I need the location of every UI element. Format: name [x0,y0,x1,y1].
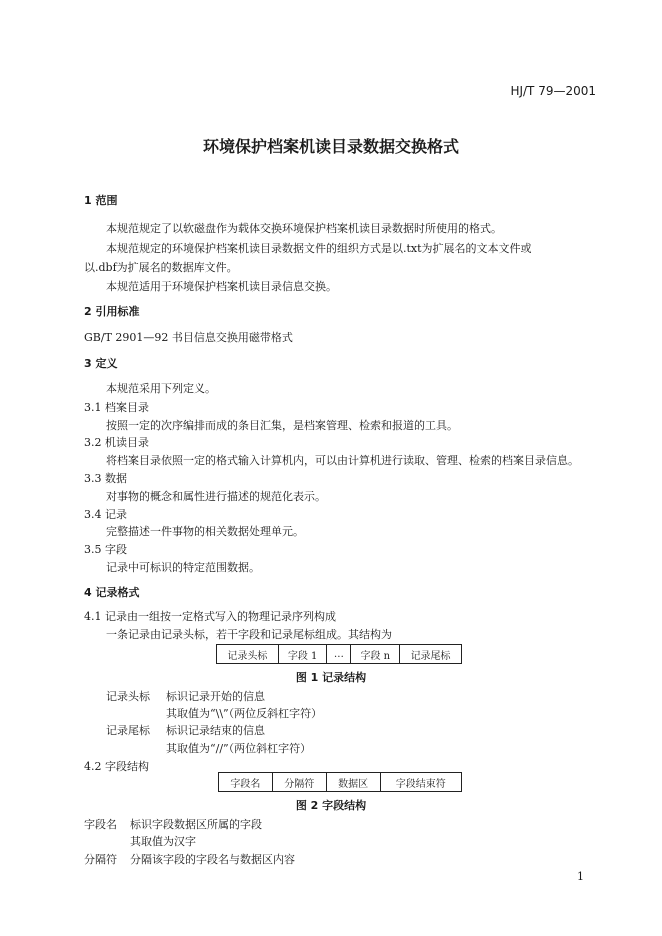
figure-2-caption: 图 2 字段结构 [295,799,367,812]
field-cell-data-area: 数据区 [326,773,380,792]
section-1-para-1: 本规范规定了以软磁盘作为载体交换环境保护档案机读目录数据时所使用的格式。 [106,222,502,235]
figure-1-caption: 图 1 记录结构 [295,671,367,684]
field-cell-terminator: 字段结束符 [380,773,461,792]
section-4-1-line-2: 一条记录由记录头标，若干字段和记录尾标组成。其结构为 [106,628,392,641]
definition-3-1-text: 按照一定的次序编排而成的条目汇集，是档案管理、检索和报道的工具。 [106,419,458,432]
record-cell-trailer: 记录尾标 [400,645,462,664]
field-name-label: 字段名 [84,818,117,831]
record-cell-ellipsis: … [327,645,351,664]
page-number: 1 [577,870,584,883]
reference-standard: GB/T 2901—92 书目信息交换用磁带格式 [84,331,293,344]
separator-label: 分隔符 [84,853,117,866]
definition-3-3-title: 3.3 数据 [84,472,127,485]
definition-3-5-text: 记录中可标识的特定范围数据。 [106,561,260,574]
definition-3-2-title: 3.2 机读目录 [84,436,149,449]
definition-3-2-text: 将档案目录依照一定的格式输入计算机内，可以由计算机进行读取、管理、检索的档案目录信息。 [106,454,579,467]
section-1-para-2a: 本规范规定的环境保护档案机读目录数据文件的组织方式是以.txt为扩展名的文本文件或 [106,242,532,255]
field-name-desc: 标识字段数据区所属的字段 [130,818,262,831]
standard-number: HJ/T 79—2001 [510,84,596,98]
section-4-2-title: 4.2 字段结构 [84,760,149,773]
definition-3-4-title: 3.4 记录 [84,508,127,521]
record-cell-field-1: 字段 1 [278,645,327,664]
record-trailer-desc: 标识记录结束的信息 [166,724,265,737]
section-2-heading: 2 引用标准 [84,305,140,318]
record-header-value: 其取值为“\\”（两位反斜杠字符） [166,707,323,720]
field-cell-name: 字段名 [219,773,273,792]
section-3-heading: 3 定义 [84,357,118,370]
definition-3-1-title: 3.1 档案目录 [84,401,149,414]
definition-3-4-text: 完整描述一件事物的相关数据处理单元。 [106,525,304,538]
field-structure-table [218,772,462,792]
page-title: 环境保护档案机读目录数据交换格式 [202,137,459,156]
section-4-heading: 4 记录格式 [84,586,140,599]
record-cell-header: 记录头标 [217,645,279,664]
definition-3-3-text: 对事物的概念和属性进行描述的规范化表示。 [106,490,326,503]
record-cell-field-n: 字段 n [351,645,400,664]
record-trailer-label: 记录尾标 [106,724,150,737]
section-1-heading: 1 范围 [84,194,118,207]
definition-3-5-title: 3.5 字段 [84,543,127,556]
record-header-desc: 标识记录开始的信息 [166,690,265,703]
separator-desc: 分隔该字段的字段名与数据区内容 [130,853,295,866]
section-1-para-3: 本规范适用于环境保护档案机读目录信息交换。 [106,280,337,293]
record-header-label: 记录头标 [106,690,150,703]
section-1-para-2b: 以.dbf为扩展名的数据库文件。 [84,261,238,274]
record-structure-table [216,644,462,664]
definitions-intro: 本规范采用下列定义。 [106,382,216,395]
record-trailer-value: 其取值为“//”（两位斜杠字符） [166,742,312,755]
section-4-1-line-1: 4.1 记录由一组按一定格式写入的物理记录序列构成 [84,610,336,623]
field-name-value: 其取值为汉字 [130,835,196,848]
field-cell-separator: 分隔符 [272,773,326,792]
